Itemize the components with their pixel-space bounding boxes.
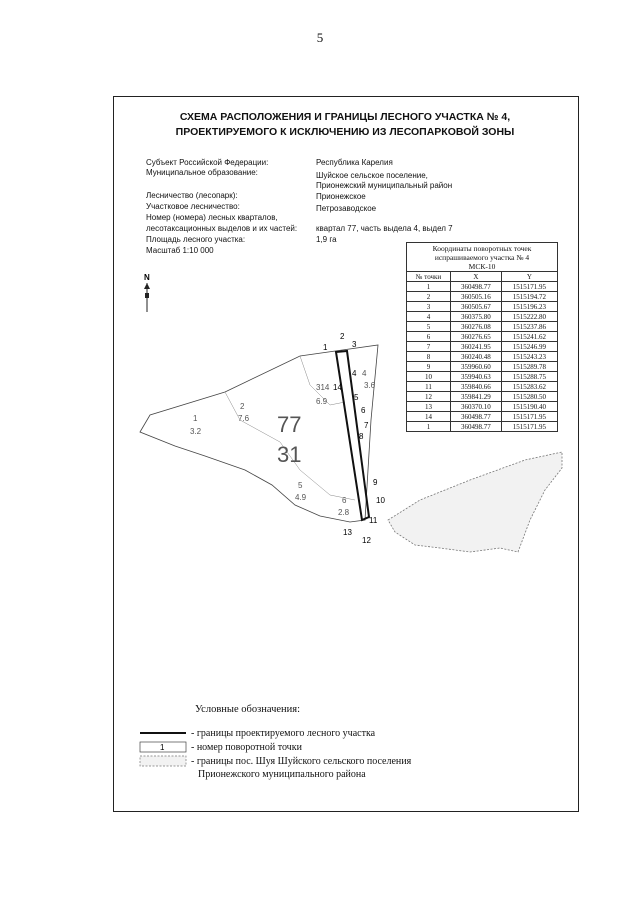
cell-point: 2 [407,292,451,302]
stand-number: 4 [362,369,367,378]
quarters-value: квартал 77, часть выдела 4, выдел 7 [316,224,453,233]
cell-x: 359940.63 [451,372,502,382]
cell-x: 360498.77 [451,422,502,432]
cell-x: 359840.66 [451,382,502,392]
col-header-y: Y [501,272,557,282]
stand-number: 1 [193,414,198,423]
cell-y: 1515283.62 [501,382,557,392]
cell-point: 4 [407,312,451,322]
cell-y: 1515243.23 [501,352,557,362]
cell-y: 1515171.95 [501,412,557,422]
cell-y: 1515222.80 [501,312,557,322]
district-value: Петрозаводское [316,204,377,213]
forestry-value: Прионежское [316,192,366,201]
municipality-label: Муниципальное образование: [146,168,258,177]
stand-number: 2 [240,402,245,411]
legend-item-settlement: - границы пос. Шуя Шуйского сельского поселения [191,756,412,767]
cell-x: 360370.10 [451,402,502,412]
legend-item-point: - номер поворотной точки [191,742,302,753]
point-label: 6 [361,406,366,415]
cell-point: 3 [407,302,451,312]
point-label: 4 [352,369,357,378]
point-label: 12 [362,536,371,545]
stand-area: 6.9 [316,397,328,406]
quarters-label-1: Номер (номера) лесных кварталов, [146,213,278,222]
legend-title: Условные обозначения: [195,704,301,715]
legend-point-sample: 1 [160,743,165,752]
legend-item-parcel: - границы проектируемого лесного участка [191,728,376,739]
stand-area: 2.8 [338,508,350,517]
area-value: 1,9 га [316,235,337,244]
cell-point: 5 [407,322,451,332]
cell-x: 360498.77 [451,282,502,292]
title-line-2: ПРОЕКТИРУЕМОГО К ИСКЛЮЧЕНИЮ ИЗ ЛЕСОПАРКОВОЙ ЗОНЫ [175,126,515,138]
north-letter: N [144,273,150,282]
cell-x: 360498.77 [451,412,502,422]
cell-x: 360241.95 [451,342,502,352]
cell-y: 1515246.99 [501,342,557,352]
cell-y: 1515237.86 [501,322,557,332]
cell-x: 360276.65 [451,332,502,342]
area-label: Площадь лесного участка: [146,235,246,244]
cell-y: 1515171.95 [501,422,557,432]
district-label: Участковое лесничество: [146,202,240,211]
quarter-number: 77 [277,412,302,437]
col-header-x: X [451,272,502,282]
cell-x: 360505.16 [451,292,502,302]
legend-settlement-symbol [140,756,186,766]
page-number: 5 [316,30,324,45]
stand-number: 5 [298,481,303,490]
cell-y: 1515288.75 [501,372,557,382]
point-label: 9 [373,478,378,487]
cell-x: 360375.80 [451,312,502,322]
cell-point: 14 [407,412,451,422]
stand-area: 7.6 [238,414,250,423]
stand-number: 6 [342,496,347,505]
subject-value: Республика Карелия [316,158,393,167]
stand-area: 3.2 [190,427,202,436]
cell-y: 1515171.95 [501,282,557,292]
cell-x: 359960.60 [451,362,502,372]
point-label: 14 [333,383,342,392]
point-label: 13 [343,528,352,537]
point-label: 7 [364,421,369,430]
point-label: 3 [352,340,357,349]
cell-point: 7 [407,342,451,352]
cell-y: 1515280.50 [501,392,557,402]
cell-y: 1515289.78 [501,362,557,372]
settlement-boundary [388,452,562,552]
cell-point: 6 [407,332,451,342]
cell-x: 359841.29 [451,392,502,402]
subject-label: Субъект Российской Федерации: [146,158,269,167]
cell-point: 12 [407,392,451,402]
col-header-point: № точки [407,272,451,282]
cell-x: 360505.67 [451,302,502,312]
parcel-label: 314 [316,383,330,392]
cell-point: 8 [407,352,451,362]
legend-item-settlement-cont: Прионежского муниципального района [198,769,366,780]
point-label: 10 [376,496,385,505]
point-label: 1 [323,343,328,352]
coordinates-caption: Координаты поворотных точек испрашиваемого участка № 4 МСК-10 [407,243,558,272]
point-label: 2 [340,332,345,341]
cell-y: 1515190.40 [501,402,557,412]
point-label: 8 [359,432,364,441]
cell-point: 9 [407,362,451,372]
municipality-value-1: Шуйское сельское поселение, [316,171,428,180]
point-label: 11 [369,516,378,525]
cell-x: 360276.08 [451,322,502,332]
cell-y: 1515241.62 [501,332,557,342]
cell-point: 11 [407,382,451,392]
point-label: 5 [354,393,359,402]
quarters-label-2: лесотаксационных выделов и их частей: [146,224,298,233]
stand-area: 4.9 [295,493,307,502]
cell-point: 10 [407,372,451,382]
cell-point: 13 [407,402,451,412]
title-line-1: СХЕМА РАСПОЛОЖЕНИЯ И ГРАНИЦЫ ЛЕСНОГО УЧАСТКА № 4, [179,111,511,123]
cell-point: 1 [407,422,451,432]
north-arrow-icon [144,283,150,312]
scale-label: Масштаб 1:10 000 [146,246,214,255]
cell-x: 360240.48 [451,352,502,362]
quarter-number-2: 31 [277,442,302,467]
stand-area: 3.6 [364,381,376,390]
municipality-value-2: Прионежский муниципальный район [316,181,453,190]
forestry-label: Лесничество (лесопарк): [146,191,238,200]
cell-y: 1515196.23 [501,302,557,312]
cell-point: 1 [407,282,451,292]
cell-y: 1515194.72 [501,292,557,302]
